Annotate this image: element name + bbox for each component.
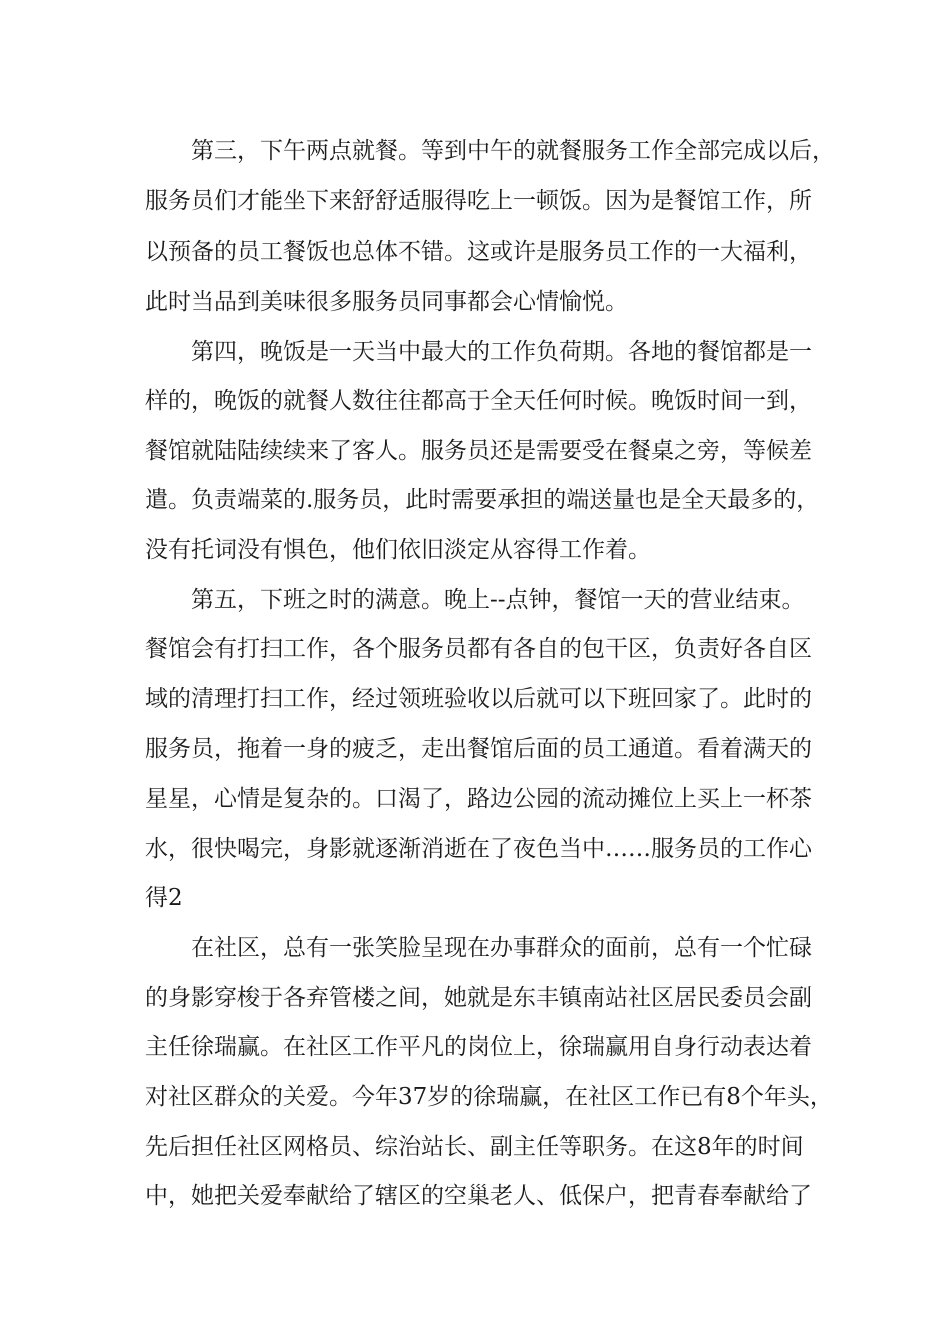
paragraph-line: 餐馆就陆陆续续来了客人。服务员还是需要受在餐桌之旁，等候差 — [145, 438, 812, 464]
paragraph-line: 水，很快喝完，身影就逐渐消逝在了夜色当中……服务员的工作心 — [145, 836, 812, 862]
paragraph-line: 对社区群众的关爱。今年37岁的徐瑞赢，在社区工作已有8个年头， — [145, 1084, 833, 1110]
paragraph-line: 样的，晚饭的就餐人数往往都高于全天任何时候。晚饭时间一到， — [145, 388, 812, 414]
paragraph-line: 第四，晚饭是一天当中最大的工作负荷期。各地的餐馆都是一 — [191, 339, 812, 365]
paragraph-line: 遣。负责端菜的.服务员，此时需要承担的端送量也是全天最多的， — [145, 487, 820, 513]
paragraph-line: 在社区，总有一张笑脸呈现在办事群众的面前，总有一个忙碌 — [191, 935, 812, 961]
paragraph-line: 以预备的员工餐饭也总体不错。这或许是服务员工作的一大福利， — [145, 239, 812, 265]
paragraph-line: 主任徐瑞赢。在社区工作平凡的岗位上，徐瑞赢用自身行动表达着 — [145, 1034, 812, 1060]
paragraph-line: 此时当品到美味很多服务员同事都会心情愉悦。 — [145, 289, 628, 315]
paragraph-line: 第三，下午两点就餐。等到中午的就餐服务工作全部完成以后， — [191, 138, 835, 164]
paragraph-line: 得2 — [145, 885, 183, 911]
paragraph-line: 餐馆会有打扫工作，各个服务员都有各自的包干区，负责好各自区 — [145, 636, 812, 662]
paragraph-line: 中，她把关爱奉献给了辖区的空巢老人、低保户，把青春奉献给了 — [145, 1183, 812, 1209]
paragraph-line: 服务员们才能坐下来舒舒适服得吃上一顿饭。因为是餐馆工作，所 — [145, 188, 812, 214]
paragraph-line: 域的清理打扫工作，经过领班验收以后就可以下班回家了。此时的 — [145, 686, 812, 712]
paragraph-line: 星星，心情是复杂的。口渴了，路边公园的流动摊位上买上一杯茶 — [145, 786, 812, 812]
paragraph-line: 没有托词没有惧色，他们依旧淡定从容得工作着。 — [145, 537, 651, 563]
paragraph-line: 先后担任社区网格员、综治站长、副主任等职务。在这8年的时间 — [145, 1134, 804, 1160]
paragraph-line: 服务员，拖着一身的疲乏，走出餐馆后面的员工通道。看着满天的 — [145, 736, 812, 762]
paragraph-line: 第五，下班之时的满意。晚上--点钟，餐馆一天的营业结束。 — [191, 587, 805, 613]
paragraph-line: 的身影穿梭于各弃管楼之间，她就是东丰镇南站社区居民委员会副 — [145, 985, 812, 1011]
